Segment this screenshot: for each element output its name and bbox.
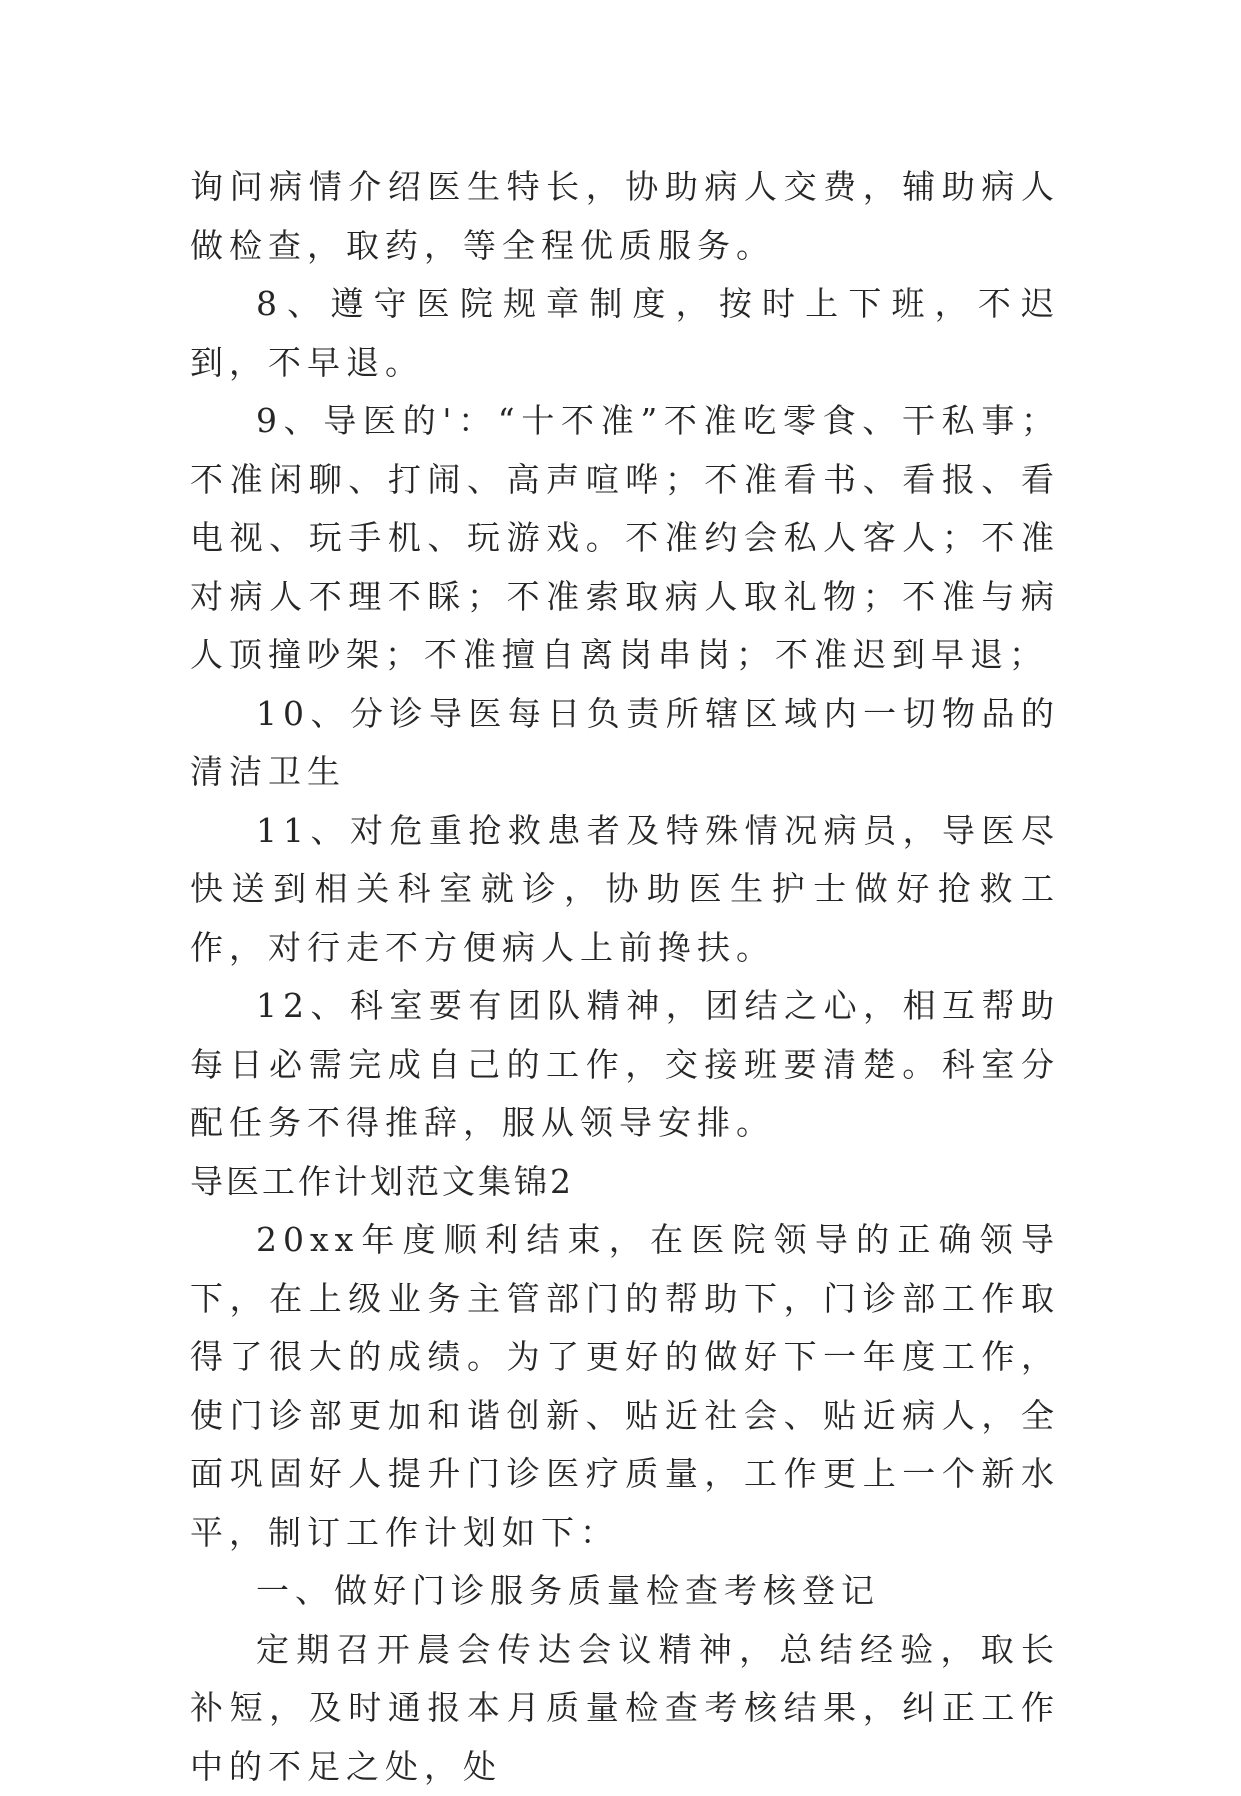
paragraph-rule-11: 11、对危重抢救患者及特殊情况病员，导医尽快送到相关科室就诊，协助医生护士做好抢救工作，对行走不方便病人上前搀扶。 bbox=[190, 802, 1060, 978]
paragraph-item-1-heading: 一、做好门诊服务质量检查考核登记 bbox=[190, 1562, 1060, 1621]
paragraph-annual-intro: 20xx年度顺利结束，在医院领导的正确领导下，在上级业务主管部门的帮助下，门诊部工作取得了很大的成绩。为了更好的做好下一年度工作，使门诊部更加和谐创新、贴近社会、贴近病人，全面巩固好人提升门诊医疗质量，工作更上一个新水平，制订工作计划如下： bbox=[190, 1211, 1060, 1562]
paragraph-rule-10: 10、分诊导医每日负责所辖区域内一切物品的清洁卫生 bbox=[190, 685, 1060, 802]
paragraph-rule-9: 9、导医的'：“十不准”不准吃零食、干私事；不准闲聊、打闹、高声喧哗；不准看书、看报、看电视、玩手机、玩游戏。不准约会私人客人；不准对病人不理不睬；不准索取病人取礼物；不准与病人顶撞吵架；不准擅自离岗串岗；不准迟到早退； bbox=[190, 392, 1060, 685]
paragraph-rule-8: 8、遵守医院规章制度，按时上下班，不迟到，不早退。 bbox=[190, 275, 1060, 392]
paragraph-service-continuation: 询问病情介绍医生特长，协助病人交费，辅助病人做检查，取药，等全程优质服务。 bbox=[190, 158, 1060, 275]
document-body bbox=[190, 158, 1060, 1796]
paragraph-item-1-body: 定期召开晨会传达会议精神，总结经验，取长补短，及时通报本月质量检查考核结果，纠正工作中的不足之处，处 bbox=[190, 1621, 1060, 1796]
paragraph-rule-12: 12、科室要有团队精神，团结之心，相互帮助每日必需完成自己的工作，交接班要清楚。科室分配任务不得推辞，服从领导安排。 bbox=[190, 977, 1060, 1153]
section-title: 导医工作计划范文集锦2 bbox=[190, 1153, 1060, 1212]
